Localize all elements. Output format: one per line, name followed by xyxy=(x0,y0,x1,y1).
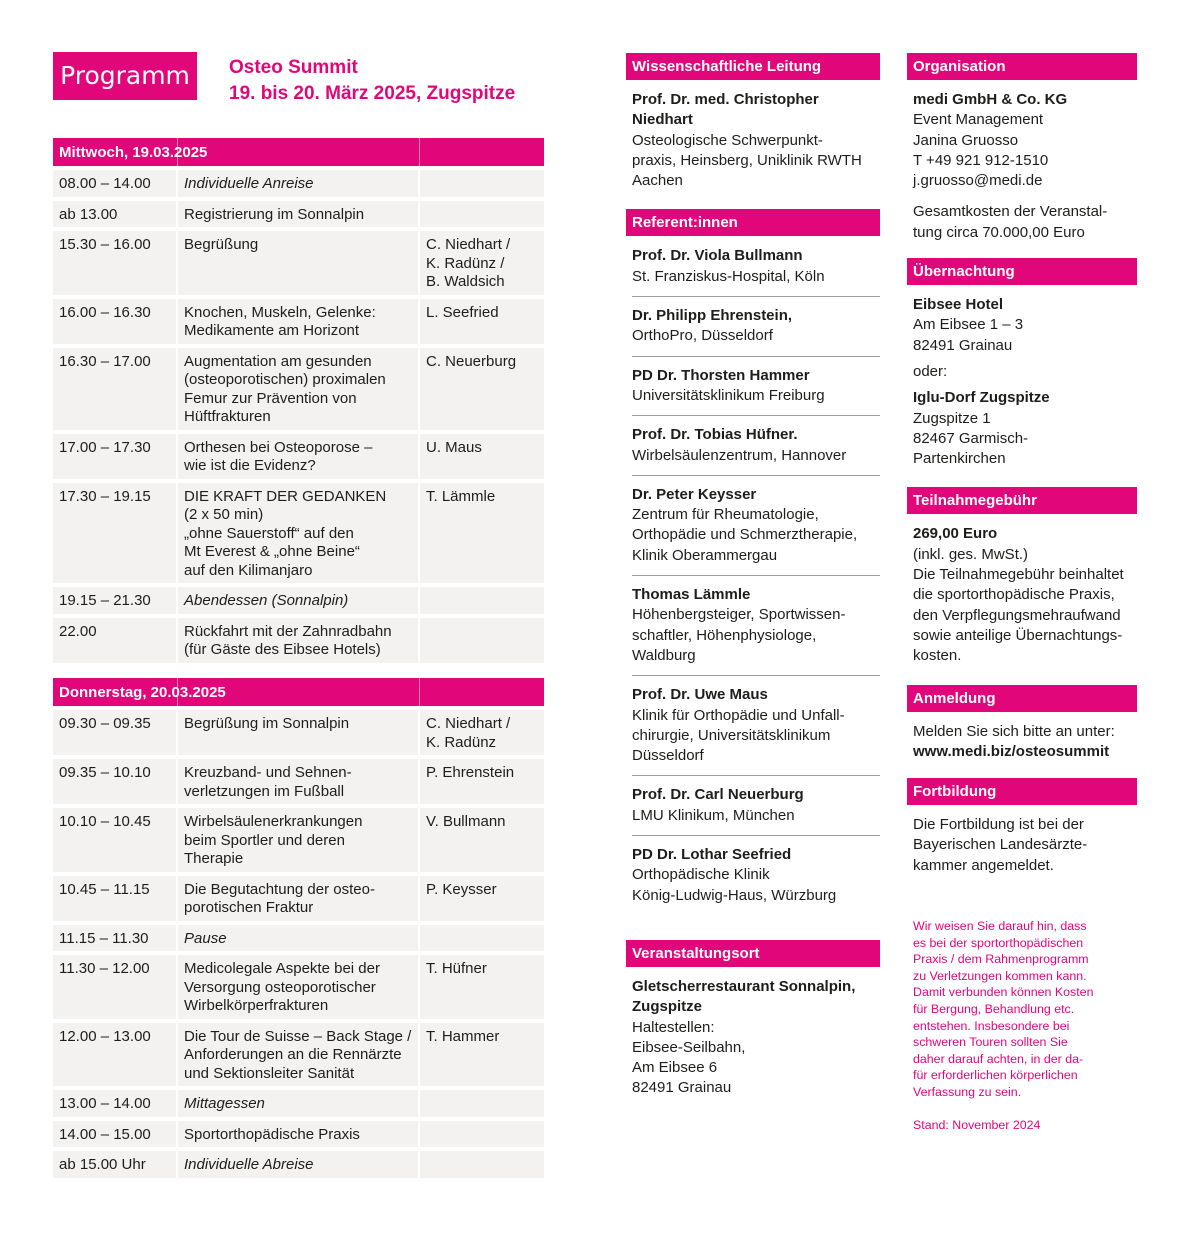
day-header-cell xyxy=(178,138,420,166)
disclaimer-note: Wir weisen Sie darauf hin, dass es bei der sportorthopädischen Praxis / dem Rahmenprogramm zu Verletzungen kommen kann. Damit verbunden können Kosten für Bergung, Behandlung etc. entstehen. Insbesondere bei schweren Touren sollten Sie daher darauf achten, in der da- für erforderlichen körperlichen Verfassung zu sein. xyxy=(913,919,1094,1099)
schedule-row xyxy=(53,231,544,295)
speaker-entry xyxy=(632,306,880,357)
registration-heading: Anmeldung xyxy=(907,685,1137,712)
schedule-title: Knochen, Muskeln, Gelenke: Medikamente am Horizont xyxy=(178,299,420,344)
schedule-row xyxy=(53,1121,544,1148)
speaker-entry xyxy=(632,785,880,836)
schedule-speaker xyxy=(420,925,544,952)
speaker-entry xyxy=(632,585,880,676)
speaker-name: PD Dr. Thorsten Hammer xyxy=(632,366,810,384)
schedule-title: DIE KRAFT DER GEDANKEN (2 x 50 min) „ohne Sauerstoff“ auf den Mt Everest & „ohne Beine“ auf den Kilimanjaro xyxy=(178,483,420,584)
schedule-title: Begrüßung xyxy=(178,231,420,295)
event-title xyxy=(229,55,515,107)
right-column xyxy=(913,53,1137,1133)
schedule-time: 08.00 – 14.00 xyxy=(53,170,178,197)
program-day-2 xyxy=(53,678,544,1178)
scientific-lead-heading: Wissenschaftliche Leitung xyxy=(626,53,880,80)
status-note: Stand: November 2024 xyxy=(913,1117,1041,1132)
speaker-affiliation: OrthoPro, Düsseldorf xyxy=(632,327,773,345)
speaker-affiliation: Klinik für Orthopädie und Unfall- chirurgie, Universitätsklinikum Düsseldorf xyxy=(632,706,845,765)
schedule-time: 13.00 – 14.00 xyxy=(53,1090,178,1117)
schedule-row xyxy=(53,348,544,430)
training-heading: Fortbildung xyxy=(907,778,1137,805)
fee-amount: 269,00 Euro xyxy=(913,525,998,543)
speaker-entry xyxy=(632,246,880,297)
speaker-entry xyxy=(632,845,880,915)
speaker-name: Prof. Dr. Uwe Maus xyxy=(632,686,768,704)
schedule-row xyxy=(53,710,544,755)
scientific-lead-affiliation: Osteologische Schwerpunkt- praxis, Heinsberg, Uniklinik RWTH Aachen xyxy=(632,131,862,190)
schedule-row xyxy=(53,587,544,614)
organisation-company: medi GmbH & Co. KG xyxy=(913,91,1068,108)
registration-url[interactable]: www.medi.biz/osteosummit xyxy=(913,742,1110,760)
speaker-affiliation: Zentrum für Rheumatologie, Orthopädie und Schmerztherapie, Klinik Oberammergau xyxy=(632,506,858,564)
speaker-affiliation: St. Franziskus-Hospital, Köln xyxy=(632,267,825,285)
schedule-time: 11.30 – 12.00 xyxy=(53,955,178,1019)
hotel1-address: Am Eibsee 1 – 3 82491 Grainau xyxy=(913,316,1024,354)
hotel2-name: Iglu-Dorf Zugspitze xyxy=(913,389,1050,407)
schedule-speaker: T. Hammer xyxy=(426,1027,500,1045)
schedule-time: 17.00 – 17.30 xyxy=(53,434,178,479)
schedule-speaker xyxy=(420,201,544,228)
schedule-title: Registrierung im Sonnalpin xyxy=(178,201,420,228)
speaker-affiliation: LMU Klinikum, München xyxy=(632,806,795,824)
speaker-name: Prof. Dr. Carl Neuerburg xyxy=(632,786,804,804)
event-name: Osteo Summit xyxy=(229,57,358,78)
schedule-title: Rückfahrt mit der Zahnradbahn (für Gäste des Eibsee Hotels) xyxy=(178,618,420,663)
scientific-lead-name: Prof. Dr. med. Christopher Niedhart xyxy=(632,91,819,129)
organisation-costs: Gesamtkosten der Veranstal- tung circa 70.000,00 Euro xyxy=(913,203,1108,241)
schedule-title: Mittagessen xyxy=(178,1090,420,1117)
speaker-entry xyxy=(632,425,880,476)
schedule-speaker: C. Neuerburg xyxy=(426,352,517,370)
venue-heading: Veranstaltungsort xyxy=(626,940,880,967)
program-day-1 xyxy=(53,138,544,663)
accommodation-or: oder: xyxy=(913,362,948,380)
speaker-affiliation: Orthopädische Klinik König-Ludwig-Haus, Würzburg xyxy=(632,866,837,904)
schedule-title: Pause xyxy=(178,925,420,952)
day-title: Mittwoch, 19.03.2025 xyxy=(53,138,178,166)
schedule-speaker: C. Niedhart / K. Radünz xyxy=(426,715,511,751)
schedule-time: 19.15 – 21.30 xyxy=(53,587,178,614)
schedule-row xyxy=(53,170,544,197)
schedule-row xyxy=(53,483,544,584)
event-date: 19. bis 20. März 2025, Zugspitze xyxy=(229,83,516,104)
schedule-row xyxy=(53,201,544,228)
schedule-title: Kreuzband- und Sehnen- verletzungen im Fußball xyxy=(178,759,420,804)
schedule-row xyxy=(53,925,544,952)
day-header-cell xyxy=(178,678,420,706)
schedule-row xyxy=(53,1151,544,1178)
day-header-cell xyxy=(420,138,544,166)
schedule-title: Medicolegale Aspekte bei der Versorgung osteoporotischer Wirbelkörperfrakturen xyxy=(178,955,420,1019)
schedule-time: 22.00 xyxy=(53,618,178,663)
schedule-speaker xyxy=(420,1151,544,1178)
hotel1-name: Eibsee Hotel xyxy=(913,296,1004,314)
schedule-speaker: P. Ehrenstein xyxy=(426,764,515,781)
schedule-speaker: P. Keysser xyxy=(426,880,497,898)
fee-heading: Teilnahmegebühr xyxy=(907,487,1137,514)
schedule-time: 10.10 – 10.45 xyxy=(53,808,178,872)
schedule-row xyxy=(53,299,544,344)
schedule-title: Abendessen (Sonnalpin) xyxy=(178,587,420,614)
schedule-title: Die Begutachtung der osteo- porotischen Fraktur xyxy=(178,876,420,921)
schedule-time: 10.45 – 11.15 xyxy=(53,876,178,921)
day-title: Donnerstag, 20.03.2025 xyxy=(53,678,178,706)
schedule-speaker: L. Seefried xyxy=(426,303,499,321)
schedule-speaker: U. Maus xyxy=(426,438,482,456)
schedule-speaker: V. Bullmann xyxy=(426,813,506,830)
middle-column xyxy=(632,53,880,1099)
programm-badge: Programm xyxy=(53,52,197,100)
venue-name: Gletscherrestaurant Sonnalpin, Zugspitze xyxy=(632,977,856,1016)
schedule-title: Wirbelsäulenerkrankungen beim Sportler und deren Therapie xyxy=(178,808,420,872)
schedule-row xyxy=(53,1023,544,1087)
schedule-row xyxy=(53,759,544,804)
registration-text: Melden Sie sich bitte an unter: xyxy=(913,722,1115,740)
speaker-name: Dr. Philipp Ehrenstein, xyxy=(632,307,793,325)
schedule-title: Die Tour de Suisse – Back Stage / Anforderungen an die Rennärzte und Sektionsleiter Sanität xyxy=(178,1023,420,1087)
schedule-time: 15.30 – 16.00 xyxy=(53,231,178,295)
speaker-name: Thomas Lämmle xyxy=(632,586,751,604)
day-header-cell xyxy=(420,678,544,706)
schedule-row xyxy=(53,876,544,921)
schedule-speaker: T. Hüfner xyxy=(426,960,487,977)
schedule-time: 09.30 – 09.35 xyxy=(53,710,178,755)
schedule-time: ab 13.00 xyxy=(53,201,178,228)
speaker-list xyxy=(632,246,880,914)
schedule-title: Augmentation am gesunden (osteoporotischen) proximalen Femur zur Prävention von Hüftfrakturen xyxy=(178,348,420,430)
venue-details: Haltestellen: Eibsee-Seilbahn, Am Eibsee 6 82491 Grainau xyxy=(632,1018,746,1097)
speakers-heading: Referent:innen xyxy=(626,209,880,236)
training-text: Die Fortbildung ist bei der Bayerischen Landesärzte- kammer angemeldet. xyxy=(913,816,1088,874)
hotel2-address: Zugspitze 1 82467 Garmisch- Partenkirchen xyxy=(913,409,1029,468)
schedule-time: 17.30 – 19.15 xyxy=(53,483,178,584)
day-header xyxy=(53,138,544,166)
schedule-row xyxy=(53,808,544,872)
schedule-time: 09.35 – 10.10 xyxy=(53,759,178,804)
schedule-time: 14.00 – 15.00 xyxy=(53,1121,178,1148)
fee-details: (inkl. ges. MwSt.) Die Teilnahmegebühr beinhaltet die sportorthopädische Praxis, den Verpflegungsmehraufwand sowie anteilige Übernachtungs- kosten. xyxy=(913,545,1124,665)
schedule-title: Individuelle Abreise xyxy=(178,1151,420,1178)
schedule-speaker xyxy=(420,1121,544,1148)
speaker-name: Prof. Dr. Viola Bullmann xyxy=(632,247,803,265)
schedule-title: Begrüßung im Sonnalpin xyxy=(178,710,420,755)
schedule-title: Individuelle Anreise xyxy=(178,170,420,197)
schedule-speaker xyxy=(420,618,544,663)
schedule-time: 16.00 – 16.30 xyxy=(53,299,178,344)
speaker-entry xyxy=(632,485,880,576)
day-header xyxy=(53,678,544,706)
speaker-name: Dr. Peter Keysser xyxy=(632,485,757,503)
speaker-name: Prof. Dr. Tobias Hüfner. xyxy=(632,426,798,444)
schedule-row xyxy=(53,434,544,479)
speaker-entry xyxy=(632,685,880,776)
schedule-row xyxy=(53,618,544,663)
schedule-time: ab 15.00 Uhr xyxy=(53,1151,178,1178)
schedule-time: 12.00 – 13.00 xyxy=(53,1023,178,1087)
speaker-name: PD Dr. Lothar Seefried xyxy=(632,846,792,864)
schedule-speaker xyxy=(420,170,544,197)
schedule-title: Orthesen bei Osteoporose – wie ist die Evidenz? xyxy=(178,434,420,479)
schedule-time: 11.15 – 11.30 xyxy=(53,925,178,952)
accommodation-heading: Übernachtung xyxy=(907,258,1137,285)
speaker-affiliation: Höhenbergsteiger, Sportwissen- schaftler, Höhenphysiologe, Waldburg xyxy=(632,606,846,664)
schedule-row xyxy=(53,955,544,1019)
speaker-entry xyxy=(632,366,880,417)
speaker-affiliation: Wirbelsäulenzentrum, Hannover xyxy=(632,446,847,464)
schedule-speaker: T. Lämmle xyxy=(426,487,496,505)
schedule-speaker: C. Niedhart / K. Radünz / B. Waldsich xyxy=(426,236,511,290)
speaker-affiliation: Universitätsklinikum Freiburg xyxy=(632,386,825,404)
organisation-heading: Organisation xyxy=(907,53,1137,80)
schedule-title: Sportorthopädische Praxis xyxy=(178,1121,420,1148)
schedule-row xyxy=(53,1090,544,1117)
schedule-speaker xyxy=(420,1090,544,1117)
schedule-time: 16.30 – 17.00 xyxy=(53,348,178,430)
organisation-contact: Event Management Janina Gruosso T +49 921 912-1510 j.gruosso@medi.de xyxy=(913,111,1049,190)
schedule-speaker xyxy=(420,587,544,614)
